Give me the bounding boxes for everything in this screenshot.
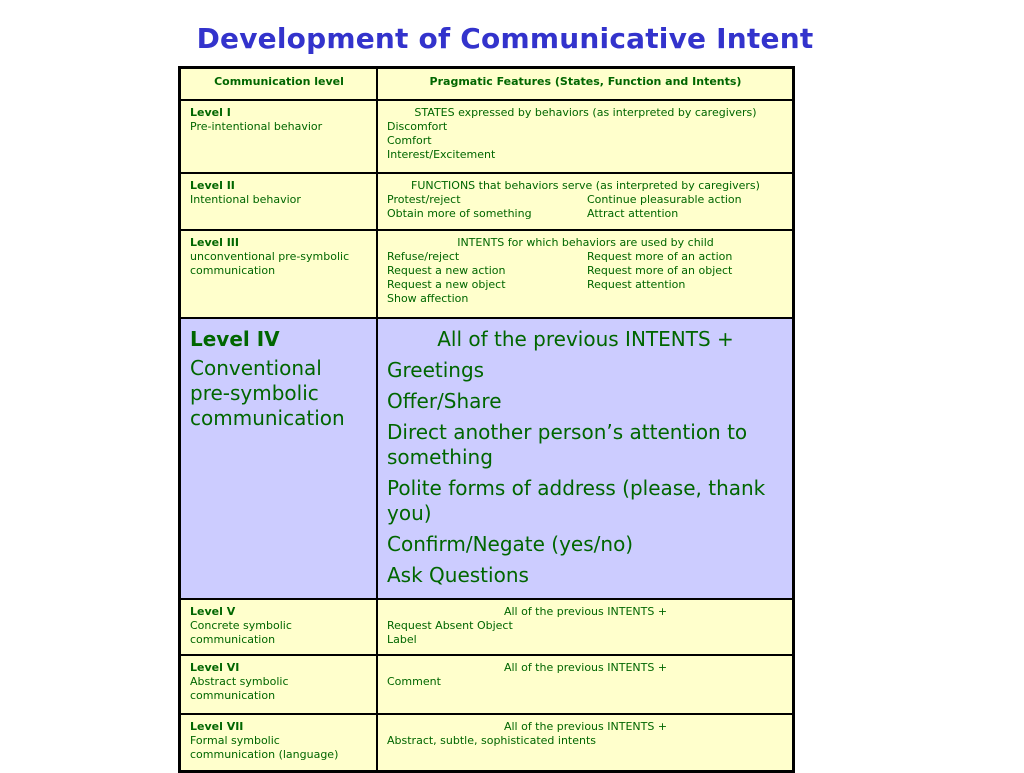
level-description: unconventional pre-symbolic communication <box>190 250 350 277</box>
level-description: Concrete symbolic communication <box>190 619 292 646</box>
features-cell <box>377 655 794 714</box>
level-cell <box>180 714 378 771</box>
feature-item: Request a new object <box>387 278 506 291</box>
feature-pair <box>387 193 784 207</box>
level-cell <box>180 230 378 318</box>
features-cell <box>377 173 794 230</box>
features-heading: FUNCTIONS that behaviors serve (as interpreted by caregivers) <box>411 179 760 192</box>
intent-table <box>178 66 795 773</box>
header-communication-level: Communication level <box>180 68 378 101</box>
table-row <box>180 173 794 230</box>
feature-item: Discomfort <box>387 120 448 133</box>
features-heading: All of the previous INTENTS + <box>503 720 668 733</box>
table-row-highlighted <box>180 318 794 599</box>
feature-item: Confirm/Negate (yes/no) <box>387 532 634 556</box>
features-heading: All of the previous INTENTS + <box>503 605 668 618</box>
feature-item: Request a new action <box>387 264 506 277</box>
feature-item: Polite forms of address (please, thank you) <box>387 476 766 525</box>
feature-item: Request Absent Object <box>387 619 513 632</box>
feature-item: Continue pleasurable action <box>587 193 742 206</box>
level-label: Level II <box>190 179 235 192</box>
feature-pair <box>387 278 784 292</box>
level-description: Intentional behavior <box>190 193 301 206</box>
feature-item: Obtain more of something <box>387 207 532 220</box>
level-description: Formal symbolic communication (language) <box>190 734 339 761</box>
level-label: Level IV <box>190 327 280 351</box>
feature-item: Ask Questions <box>387 563 529 587</box>
level-label: Level III <box>190 236 239 249</box>
feature-item: Request attention <box>587 278 686 291</box>
table-row <box>180 655 794 714</box>
features-heading: All of the previous INTENTS + <box>503 661 668 674</box>
feature-item: Offer/Share <box>387 389 502 413</box>
features-heading: All of the previous INTENTS + <box>437 327 734 351</box>
level-cell <box>180 655 378 714</box>
feature-item: Comfort <box>387 134 432 147</box>
features-heading: STATES expressed by behaviors (as interpreted by caregivers) <box>414 106 757 119</box>
level-description: Conventional pre-symbolic communication <box>190 356 345 430</box>
features-heading: INTENTS for which behaviors are used by child <box>457 236 714 249</box>
feature-item: Direct another person’s attention to something <box>387 420 748 469</box>
level-cell <box>180 318 378 599</box>
features-cell <box>377 100 794 173</box>
features-cell <box>377 599 794 655</box>
feature-pair <box>387 207 784 221</box>
feature-item: Request more of an action <box>587 250 733 263</box>
page-title: Development of Communicative Intent <box>196 22 814 55</box>
table-row <box>180 714 794 771</box>
header-pragmatic-features: Pragmatic Features (States, Function and Intents) <box>377 68 794 101</box>
level-cell <box>180 100 378 173</box>
feature-item: Request more of an object <box>587 264 733 277</box>
table-row <box>180 599 794 655</box>
feature-item: Interest/Excitement <box>387 148 496 161</box>
feature-item: Attract attention <box>587 207 679 220</box>
level-label: Level I <box>190 106 231 119</box>
table-header-row <box>180 68 794 101</box>
level-label: Level VII <box>190 720 244 733</box>
level-description: Pre-intentional behavior <box>190 120 323 133</box>
feature-item: Greetings <box>387 358 485 382</box>
table-row <box>180 100 794 173</box>
features-cell <box>377 714 794 771</box>
level-description: Abstract symbolic communication <box>190 675 289 702</box>
feature-item: Comment <box>387 675 441 688</box>
level-cell <box>180 173 378 230</box>
level-label: Level V <box>190 605 236 618</box>
table-row <box>180 230 794 318</box>
level-cell <box>180 599 378 655</box>
feature-item: Label <box>387 633 417 646</box>
feature-item: Protest/reject <box>387 193 461 206</box>
feature-item: Abstract, subtle, sophisticated intents <box>387 734 597 747</box>
feature-item: Refuse/reject <box>387 250 460 263</box>
level-label: Level VI <box>190 661 240 674</box>
features-cell <box>377 230 794 318</box>
feature-item: Show affection <box>387 292 469 305</box>
features-cell <box>377 318 794 599</box>
feature-pair <box>387 264 784 278</box>
feature-pair <box>387 250 784 264</box>
